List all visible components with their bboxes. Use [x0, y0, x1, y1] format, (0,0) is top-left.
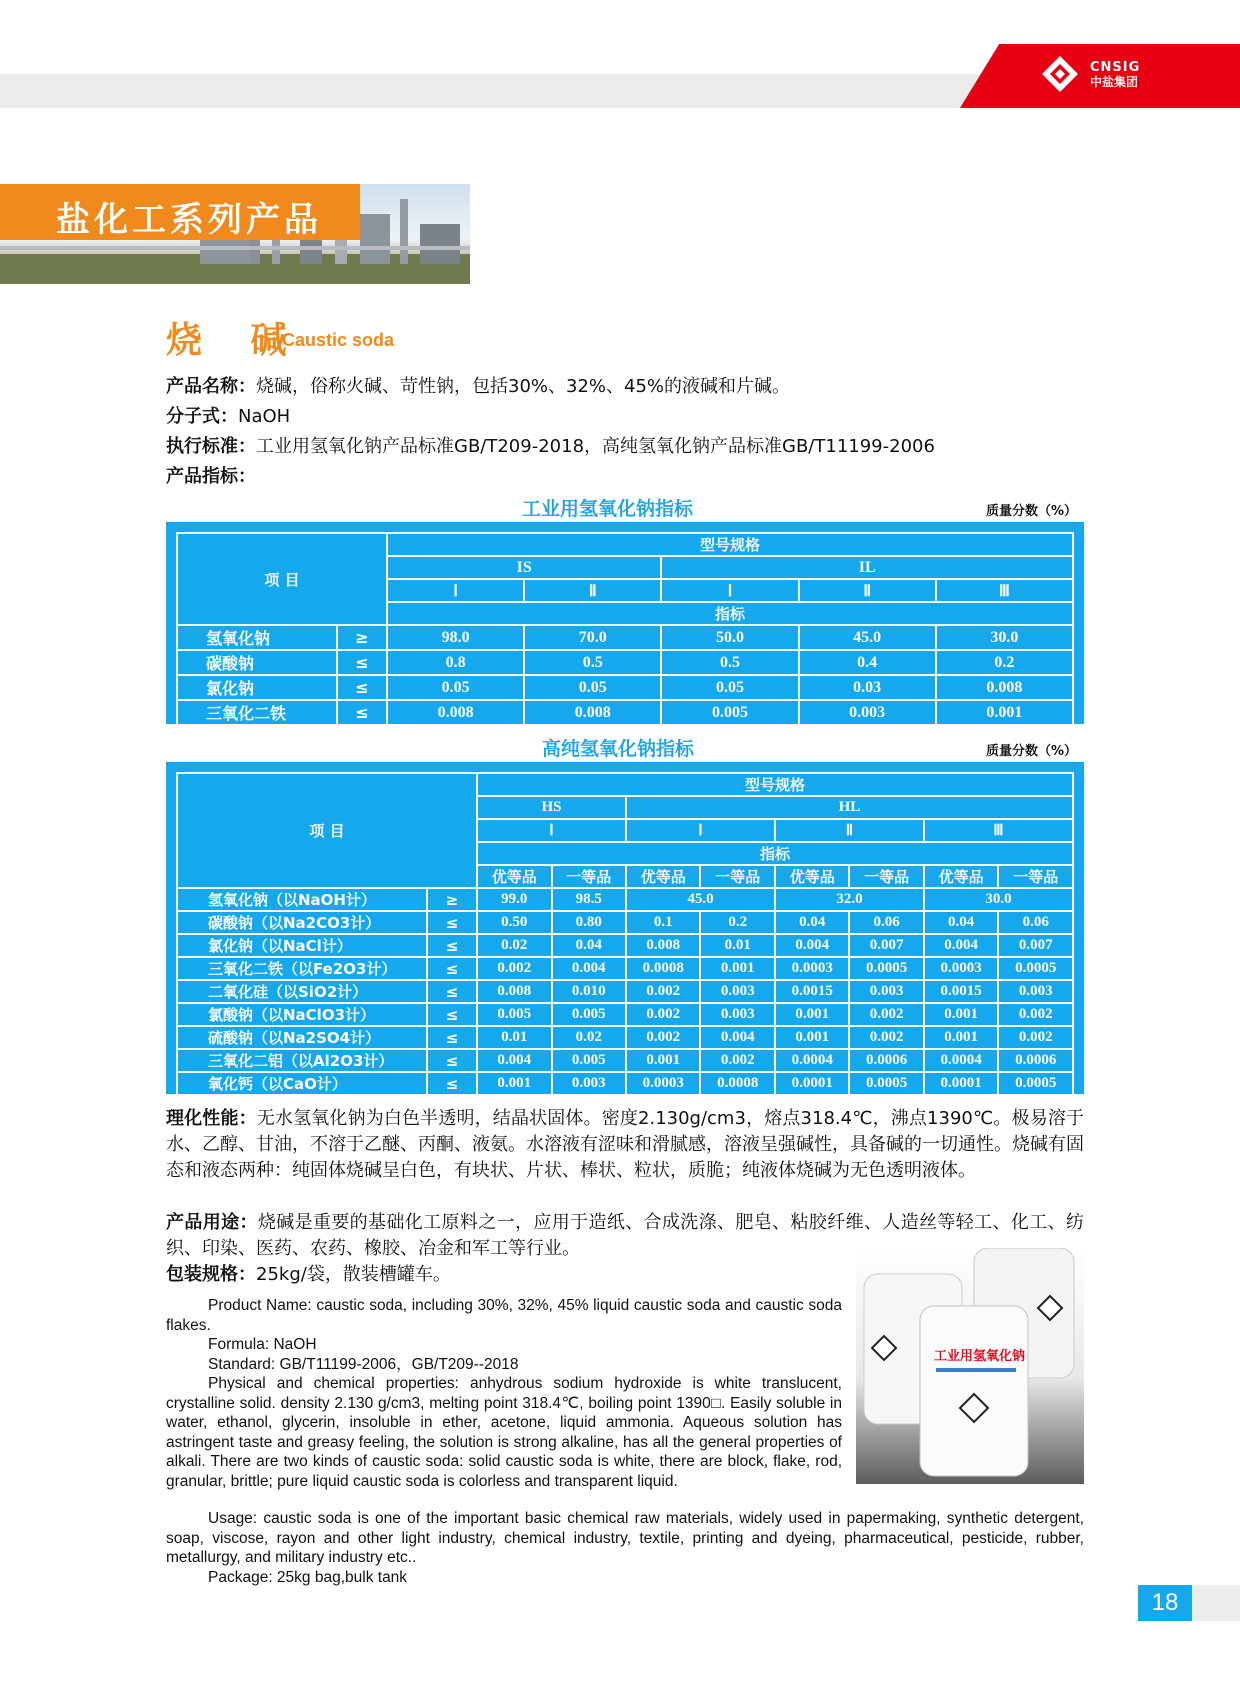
table-row — [177, 625, 1073, 650]
table-cell: 0.002 — [998, 1003, 1073, 1026]
english-standard: Standard: GB/T11199-2006，GB/T209--2018 — [208, 1355, 519, 1373]
table-cell: 99.0 — [477, 888, 551, 911]
table-cell: 0.002 — [626, 1003, 700, 1026]
row-label: 碳酸钠 — [177, 650, 337, 675]
page-number-bar — [1192, 1585, 1240, 1621]
table-cell: 0.0004 — [775, 1049, 849, 1072]
table-cell: 0.004 — [552, 957, 626, 980]
grade-header: Ⅲ — [924, 819, 1073, 842]
properties-paragraph — [166, 1106, 1084, 1184]
table-cell: 0.0015 — [775, 980, 849, 1003]
item-header: 项 目 — [177, 773, 477, 888]
row-operator: ≤ — [427, 911, 477, 934]
product-title-en: Caustic soda — [282, 330, 395, 350]
table-cell: 0.007 — [849, 934, 923, 957]
row-label: 二氧化硅（以SiO2计） — [177, 980, 427, 1003]
table-cell: 0.003 — [799, 700, 936, 725]
brand-name — [1090, 60, 1140, 90]
info-product-name — [166, 376, 790, 398]
info-label: 产品名称： — [166, 376, 256, 397]
table-cell: 0.03 — [799, 675, 936, 700]
table-cell: 98.5 — [552, 888, 626, 911]
table-cell: 0.0003 — [775, 957, 849, 980]
brand-name-cn: 中盐集团 — [1090, 75, 1139, 89]
table-cell: 0.002 — [477, 957, 551, 980]
table-cell: 0.003 — [998, 980, 1073, 1003]
table-cell: 0.0001 — [924, 1072, 998, 1095]
table1 — [176, 532, 1074, 726]
table-cell: 0.02 — [477, 934, 551, 957]
table-cell: 0.003 — [552, 1072, 626, 1095]
usage-label: 产品用途： — [166, 1212, 258, 1233]
english-properties: Physical and chemical properties: anhydrous sodium hydroxide is white translucent, crystalline solid. density 2.130 g/cm3, melting point 318.4℃, boiling point 1390□. Easily soluble in water, ethanol, glycerin, insoluble in ether, acetone, liquid ammonia. Aqueous solution has astringent taste and greasy feeling, the solution is strong alkaline, has all the general properties of alkali. There are two kinds of caustic soda: solid caustic soda is white, there are block, flake, rod, granular, brittle; pure liquid caustic soda is colorless and transparent liquid. — [166, 1375, 842, 1490]
table-cell: 0.003 — [700, 1003, 774, 1026]
section-title-badge — [0, 184, 360, 240]
english-package: Package: 25kg bag,bulk tank — [208, 1568, 408, 1586]
table2-title: 高纯氢氧化钠指标 — [542, 738, 695, 760]
table-cell: 50.0 — [661, 625, 798, 650]
group-header: IS — [387, 556, 661, 579]
table-cell: 0.003 — [700, 980, 774, 1003]
table2 — [176, 772, 1074, 1096]
row-label: 氯酸钠（以NaClO3计） — [177, 1003, 427, 1026]
table-cell: 0.5 — [524, 650, 661, 675]
quality-header: 优等品 — [477, 865, 551, 888]
table-cell: 0.004 — [775, 934, 849, 957]
table-cell: 98.0 — [387, 625, 524, 650]
product-bags-illustration — [856, 1248, 1084, 1484]
table-cell: 0.002 — [849, 1026, 923, 1049]
row-operator: ≤ — [427, 934, 477, 957]
row-operator: ≤ — [427, 1026, 477, 1049]
table-cell: 0.05 — [524, 675, 661, 700]
info-spec — [166, 466, 256, 488]
table-cell: 0.003 — [849, 980, 923, 1003]
row-operator: ≤ — [337, 675, 387, 700]
table-cell: 0.0008 — [626, 957, 700, 980]
table-cell: 0.007 — [998, 934, 1073, 957]
row-operator: ≤ — [427, 957, 477, 980]
info-value: 工业用氢氧化钠产品标准GB/T209-2018，高纯氢氧化钠产品标准GB/T11199-2006 — [256, 436, 935, 457]
grade-header: Ⅱ — [799, 579, 936, 602]
table-cell: 0.50 — [477, 911, 551, 934]
table-cell: 0.04 — [552, 934, 626, 957]
table-cell: 0.2 — [700, 911, 774, 934]
row-operator: ≤ — [337, 650, 387, 675]
english-lower — [166, 1509, 1084, 1587]
table-cell: 0.002 — [626, 980, 700, 1003]
grade-header: Ⅱ — [524, 579, 661, 602]
grade-header: Ⅲ — [936, 579, 1073, 602]
table-cell: 0.2 — [936, 650, 1073, 675]
row-operator: ≤ — [427, 1072, 477, 1095]
table-cell: 0.0005 — [849, 1072, 923, 1095]
table-cell: 0.06 — [849, 911, 923, 934]
group-header: HS — [477, 796, 626, 819]
grade-header: Ⅰ — [387, 579, 524, 602]
table-cell: 0.005 — [552, 1049, 626, 1072]
table-cell: 0.5 — [661, 650, 798, 675]
info-formula — [166, 406, 290, 428]
english-formula: Formula: NaOH — [208, 1336, 317, 1353]
row-label: 氯化钠（以NaCl计） — [177, 934, 427, 957]
table-row — [177, 650, 1073, 675]
table-cell: 0.0003 — [924, 957, 998, 980]
row-operator: ≥ — [427, 888, 477, 911]
table-cell: 0.0005 — [849, 957, 923, 980]
table-row — [177, 934, 1073, 957]
table-cell: 0.001 — [936, 700, 1073, 725]
table-cell: 0.005 — [477, 1003, 551, 1026]
table-cell: 0.004 — [477, 1049, 551, 1072]
brand-name-en: CNSIG — [1090, 60, 1141, 75]
section-title: 盐化工系列产品 — [56, 200, 322, 240]
table-cell: 0.001 — [700, 957, 774, 980]
table-row — [177, 888, 1073, 911]
row-operator: ≤ — [337, 700, 387, 725]
table-cell: 0.0005 — [998, 957, 1073, 980]
package-text: 25kg/袋，散装槽罐车。 — [256, 1264, 451, 1285]
table-cell: 0.0005 — [998, 1072, 1073, 1095]
table-cell: 0.008 — [387, 700, 524, 725]
table-cell: 0.01 — [477, 1026, 551, 1049]
product-photo — [856, 1248, 1084, 1484]
row-operator: ≤ — [427, 1003, 477, 1026]
row-label: 氯化钠 — [177, 675, 337, 700]
table-cell: 0.04 — [924, 911, 998, 934]
table-cell: 0.0003 — [626, 1072, 700, 1095]
index-header: 指标 — [387, 602, 1073, 625]
table-cell: 0.1 — [626, 911, 700, 934]
info-standard — [166, 436, 935, 458]
table-cell: 45.0 — [799, 625, 936, 650]
item-header: 项 目 — [177, 533, 387, 625]
table-row — [177, 1072, 1073, 1095]
table-cell: 0.01 — [700, 934, 774, 957]
info-value: 烧碱，俗称火碱、苛性钠，包括30%、32%、45%的液碱和片碱。 — [256, 376, 791, 397]
table1-title: 工业用氢氧化钠指标 — [522, 498, 694, 520]
table-cell: 0.008 — [524, 700, 661, 725]
group-header: HL — [626, 796, 1073, 819]
table-cell: 30.0 — [924, 888, 1073, 911]
grade-header: Ⅰ — [661, 579, 798, 602]
table-row — [177, 1003, 1073, 1026]
grade-header: Ⅱ — [775, 819, 924, 842]
table2-unit: 质量分数（%） — [986, 744, 1078, 759]
table-cell: 0.004 — [924, 934, 998, 957]
table-cell: 30.0 — [936, 625, 1073, 650]
row-label: 硫酸钠（以Na2SO4计） — [177, 1026, 427, 1049]
table-cell: 0.004 — [700, 1026, 774, 1049]
properties-text: 无水氢氧化钠为白色半透明，结晶状固体。密度2.130g/cm3，熔点318.4℃，沸点1390℃。极易溶于水、乙醇、甘油，不溶于乙醚、丙酮、液氨。水溶液有涩味和滑腻感，溶液呈强碱性，具备碱的一切通性。烧碱有固态和液态两种：纯固体烧碱呈白色，有块状、片状、棒状、粒状，质脆；纯液体烧碱为无色透明液体。 — [166, 1108, 1085, 1181]
table-cell: 0.001 — [924, 1026, 998, 1049]
table-row — [177, 1049, 1073, 1072]
properties-label: 理化性能： — [166, 1108, 257, 1129]
cnsig-logo-icon — [1040, 54, 1080, 94]
quality-header: 一等品 — [552, 865, 626, 888]
english-name: Product Name: caustic soda, including 30%, 32%, 45% liquid caustic soda and caustic soda flakes. — [166, 1297, 842, 1334]
quality-header: 优等品 — [924, 865, 998, 888]
table-cell: 0.001 — [477, 1072, 551, 1095]
row-label: 氢氧化钠（以NaOH计） — [177, 888, 427, 911]
page-number: 18 — [1138, 1585, 1192, 1621]
table-row — [177, 957, 1073, 980]
table-cell: 0.001 — [626, 1049, 700, 1072]
row-label: 三氧化二铝（以Al2O3计） — [177, 1049, 427, 1072]
table-cell: 70.0 — [524, 625, 661, 650]
table-cell: 0.0008 — [700, 1072, 774, 1095]
english-upper — [166, 1296, 842, 1491]
quality-header: 优等品 — [775, 865, 849, 888]
info-value: NaOH — [238, 406, 291, 427]
table-cell: 0.008 — [477, 980, 551, 1003]
table-cell: 45.0 — [626, 888, 775, 911]
bag-label: 工业用氢氧化钠 — [934, 1349, 1026, 1364]
table-row — [177, 1026, 1073, 1049]
table-cell: 0.005 — [661, 700, 798, 725]
table2-box — [166, 762, 1084, 1094]
info-label: 分子式： — [166, 406, 238, 427]
usage-text: 烧碱是重要的基础化工原料之一，应用于造纸、合成洗涤、肥皂、粘胶纤维、人造丝等轻工、化工、纺织、印染、医药、农药、橡胶、冶金和军工等行业。 — [166, 1212, 1085, 1259]
table-cell: 32.0 — [775, 888, 924, 911]
table-row — [177, 675, 1073, 700]
table-cell: 0.05 — [387, 675, 524, 700]
table-cell: 0.8 — [387, 650, 524, 675]
spec-header: 型号规格 — [387, 533, 1073, 556]
table2-body — [177, 911, 1073, 1095]
table-cell: 0.010 — [552, 980, 626, 1003]
row-operator: ≥ — [337, 625, 387, 650]
index-header: 指标 — [477, 842, 1073, 865]
table-cell: 0.002 — [626, 1026, 700, 1049]
info-label: 产品指标： — [166, 466, 256, 487]
row-label: 氢氧化钠 — [177, 625, 337, 650]
row-label: 三氧化二铁（以Fe2O3计） — [177, 957, 427, 980]
quality-header: 一等品 — [998, 865, 1073, 888]
table-cell: 0.80 — [552, 911, 626, 934]
package-label: 包装规格： — [166, 1264, 256, 1285]
table-cell: 0.002 — [998, 1026, 1073, 1049]
table-cell: 0.06 — [998, 911, 1073, 934]
table-cell: 0.008 — [936, 675, 1073, 700]
table-cell: 0.4 — [799, 650, 936, 675]
row-operator: ≤ — [427, 980, 477, 1003]
info-label: 执行标准： — [166, 436, 256, 457]
row-operator: ≤ — [427, 1049, 477, 1072]
grade-header: Ⅰ — [626, 819, 775, 842]
table-cell: 0.008 — [626, 934, 700, 957]
table1-box — [166, 522, 1084, 724]
english-usage: Usage: caustic soda is one of the important basic chemical raw materials, widely used in papermaking, synthetic detergent, soap, viscose, rayon and other light industry, chemical industry, textile, printing and dyeing, pharmaceutical, pesticide, rubber, metallurgy, and military industry etc.. — [166, 1510, 1084, 1566]
table-row — [177, 980, 1073, 1003]
table-cell: 0.001 — [924, 1003, 998, 1026]
table-cell: 0.0001 — [775, 1072, 849, 1095]
table-cell: 0.05 — [661, 675, 798, 700]
table-cell: 0.001 — [775, 1003, 849, 1026]
quality-header: 一等品 — [700, 865, 774, 888]
quality-header: 一等品 — [849, 865, 923, 888]
table-cell: 0.0006 — [849, 1049, 923, 1072]
table-cell: 0.002 — [849, 1003, 923, 1026]
table-cell: 0.002 — [700, 1049, 774, 1072]
group-header: IL — [661, 556, 1073, 579]
spec-header: 型号规格 — [477, 773, 1073, 796]
row-label: 碳酸钠（以Na2CO3计） — [177, 911, 427, 934]
table-cell: 0.02 — [552, 1026, 626, 1049]
grade-header: Ⅰ — [477, 819, 626, 842]
row-label: 三氧化二铁 — [177, 700, 337, 725]
table-cell: 0.0015 — [924, 980, 998, 1003]
table1-unit: 质量分数（%） — [986, 504, 1078, 519]
row-label: 氧化钙（以CaO计） — [177, 1072, 427, 1095]
table-cell: 0.04 — [775, 911, 849, 934]
table-cell: 0.0006 — [998, 1049, 1073, 1072]
product-title-cn: 烧 碱 — [166, 320, 305, 361]
table-cell: 0.0004 — [924, 1049, 998, 1072]
table-row — [177, 700, 1073, 725]
table-row — [177, 911, 1073, 934]
table-cell: 0.005 — [552, 1003, 626, 1026]
table-cell: 0.001 — [775, 1026, 849, 1049]
quality-header: 优等品 — [626, 865, 700, 888]
